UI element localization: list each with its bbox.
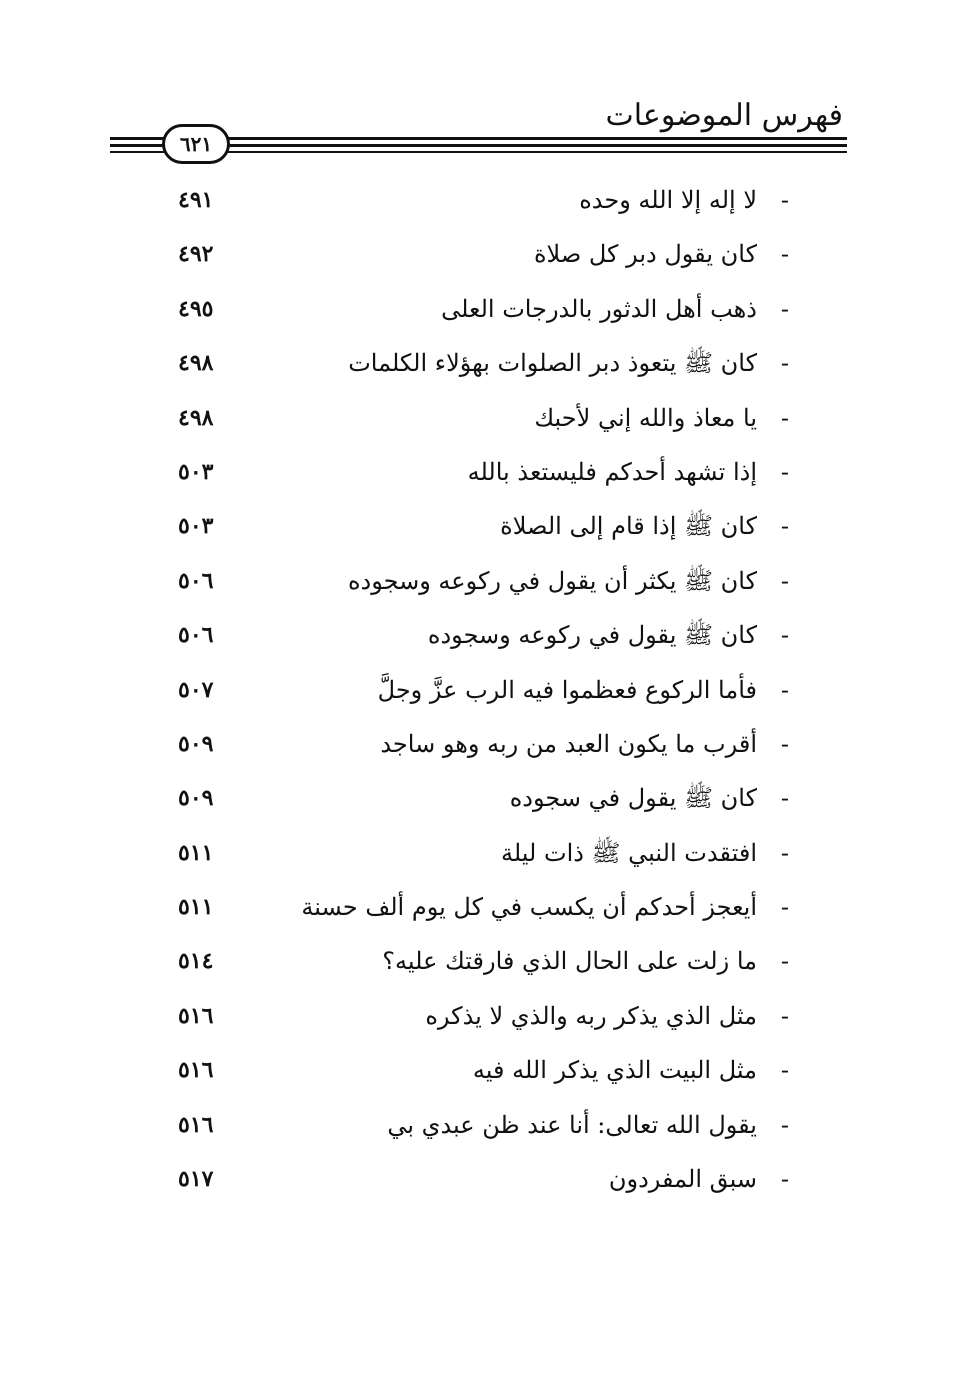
toc-entry-dash: - xyxy=(780,1110,789,1139)
toc-entry xyxy=(0,718,957,772)
toc-entry-dash: - xyxy=(780,240,789,269)
toc-entry-page-number: ٤٩٢ xyxy=(178,241,214,268)
toc-entry-page-number: ٥١٤ xyxy=(178,948,214,975)
toc-entry-dash: - xyxy=(780,729,789,758)
toc-entry-title: كان ﷺ يكثر أن يقول في ركوعه وسجوده xyxy=(347,566,757,595)
toc-entry xyxy=(0,772,957,826)
toc-entry-title: كان ﷺ إذا قام إلى الصلاة xyxy=(500,512,757,541)
toc-entry xyxy=(0,827,957,881)
toc-entry-page-number: ٥٠٣ xyxy=(178,513,214,540)
toc-entry-dash: - xyxy=(780,512,789,541)
toc-entry-title: أيعجز أحدكم أن يكسب في كل يوم ألف حسنة xyxy=(301,893,757,922)
toc-entry-dash: - xyxy=(780,893,789,922)
toc-entry-page-number: ٤٩٥ xyxy=(178,295,214,322)
toc-entry xyxy=(0,935,957,989)
toc-entry xyxy=(0,555,957,609)
toc-entry-title: سبق المفردون xyxy=(608,1165,757,1194)
toc-entry-title: كان يقول دبر كل صلاة xyxy=(533,240,757,269)
toc-entry xyxy=(0,174,957,228)
toc-entry-page-number: ٥١٦ xyxy=(178,1002,214,1029)
toc-entry xyxy=(0,1099,957,1153)
toc-entry xyxy=(0,990,957,1044)
toc-entry-page-number: ٤٩١ xyxy=(178,187,214,213)
toc-entry-page-number: ٥٠٧ xyxy=(178,676,214,703)
toc-entry-page-number: ٥٠٩ xyxy=(178,785,214,812)
toc-entry-dash: - xyxy=(780,294,789,323)
toc-entry-dash: - xyxy=(780,621,789,650)
toc-entry xyxy=(0,228,957,282)
toc-entry-dash: - xyxy=(780,1001,789,1030)
toc-entry-title: إذا تشهد أحدكم فليستعذ بالله xyxy=(467,457,757,486)
toc-entry-title: ذهب أهل الدثور بالدرجات العلى xyxy=(441,294,757,323)
toc-entry-page-number: ٥١٦ xyxy=(178,1057,214,1084)
toc-entry-title: لا إله إلا الله وحده xyxy=(579,186,757,214)
toc-entry-page-number: ٥٠٩ xyxy=(178,730,214,757)
toc-entry-title: ما زلت على الحال الذي فارقتك عليه؟ xyxy=(382,947,757,976)
toc-entry-title: كان ﷺ يقول في سجوده xyxy=(509,784,757,813)
toc-entry-title: مثل البيت الذي يذكر الله فيه xyxy=(472,1056,757,1085)
toc-entry xyxy=(0,609,957,663)
toc-entry-title: افتقدت النبي ﷺ ذات ليلة xyxy=(500,838,757,867)
toc-entry-page-number: ٥١٦ xyxy=(178,1111,214,1138)
toc-entry-dash: - xyxy=(780,403,789,432)
toc-entry-page-number: ٤٩٨ xyxy=(178,350,214,377)
toc-entry-dash: - xyxy=(780,349,789,378)
toc-entry-page-number: ٥٠٦ xyxy=(178,567,214,594)
page-number-badge: ٦٢١ xyxy=(162,124,230,164)
toc-entry-page-number: ٥٠٦ xyxy=(178,622,214,649)
toc-entry-title: يقول الله تعالى: أنا عند ظن عبدي بي xyxy=(387,1110,757,1139)
toc-entry-title: أقرب ما يكون العبد من ربه وهو ساجد xyxy=(380,729,757,758)
toc-entry xyxy=(0,881,957,935)
toc-entry-dash: - xyxy=(780,1056,789,1085)
toc-entry-dash: - xyxy=(780,784,789,813)
toc-entry xyxy=(0,392,957,446)
toc-entry-page-number: ٥١١ xyxy=(178,839,214,866)
toc-entry-dash: - xyxy=(780,457,789,486)
toc-entry-page-number: ٥١٧ xyxy=(178,1166,214,1193)
toc-entry xyxy=(0,337,957,391)
toc-entry-dash: - xyxy=(780,947,789,976)
toc-entry xyxy=(0,1153,957,1207)
toc-entry-dash: - xyxy=(780,186,789,214)
toc-entry-page-number: ٥١١ xyxy=(178,894,214,921)
toc-entry-title: فأما الركوع فعظموا فيه الرب عزَّ وجلَّ xyxy=(377,675,757,704)
running-header-title: فهرس الموضوعات xyxy=(605,98,843,133)
toc-entry xyxy=(0,500,957,554)
toc-entry-dash: - xyxy=(780,1165,789,1194)
toc-entry-title: مثل الذي يذكر ربه والذي لا يذكره xyxy=(425,1001,757,1030)
toc-entry-dash: - xyxy=(780,675,789,704)
toc-entry xyxy=(0,446,957,500)
toc-entry-title: كان ﷺ يتعوذ دبر الصلوات بهؤلاء الكلمات xyxy=(348,349,757,378)
toc-entry xyxy=(0,1044,957,1098)
toc-entry-dash: - xyxy=(780,838,789,867)
table-of-contents xyxy=(0,174,957,1207)
toc-entry-title: يا معاذ والله إني لأحبك xyxy=(534,403,757,432)
toc-entry xyxy=(0,283,957,337)
toc-entry-dash: - xyxy=(780,566,789,595)
toc-entry-page-number: ٤٩٨ xyxy=(178,404,214,431)
toc-entry-page-number: ٥٠٣ xyxy=(178,458,214,485)
toc-entry xyxy=(0,664,957,718)
toc-entry-title: كان ﷺ يقول في ركوعه وسجوده xyxy=(427,621,757,650)
